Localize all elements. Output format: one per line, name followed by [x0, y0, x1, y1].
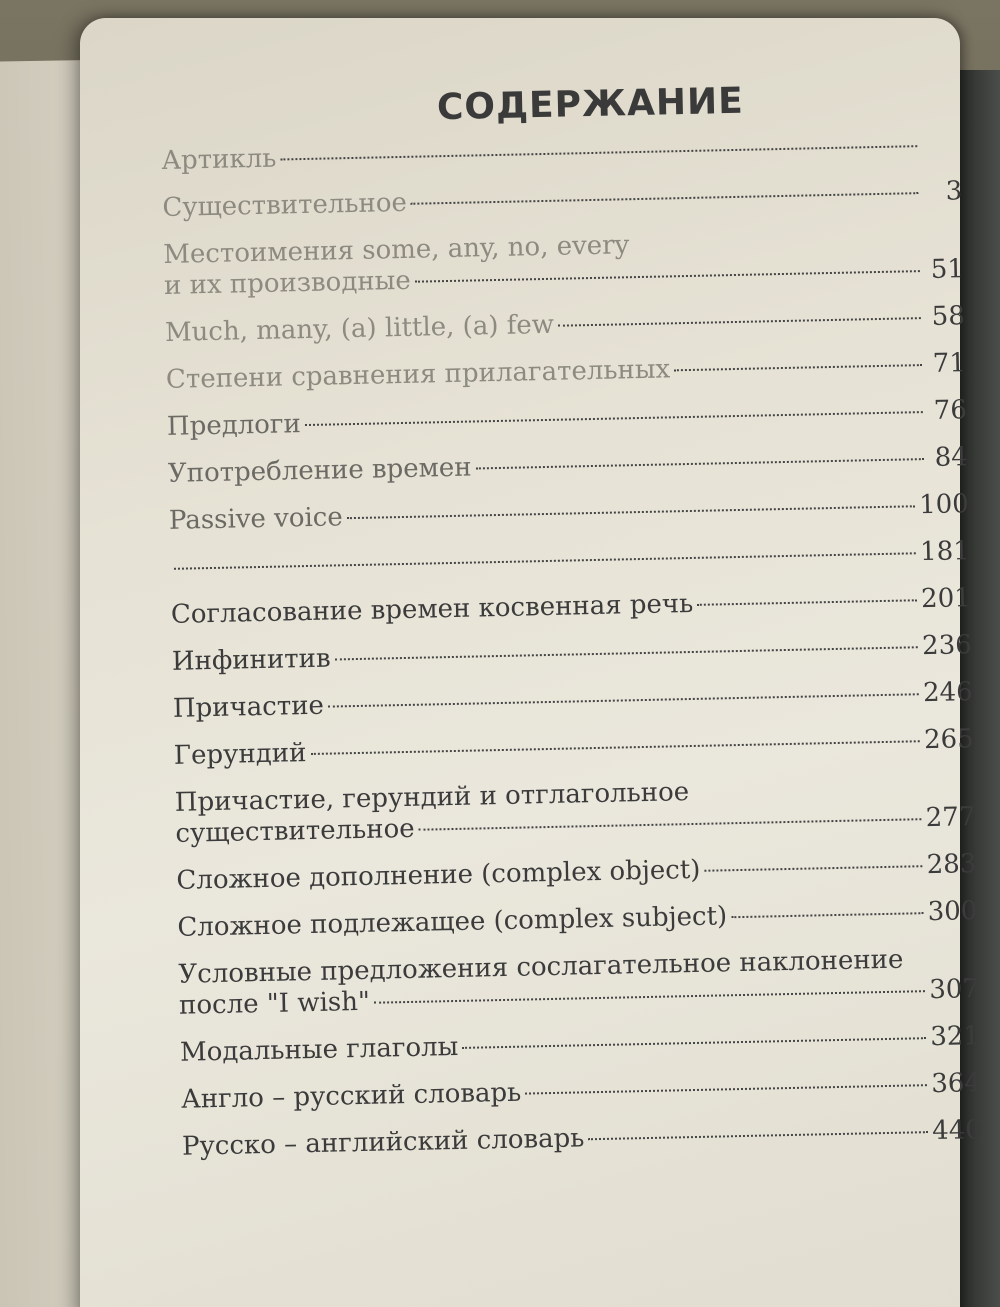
- toc-entry-title: существительное: [175, 813, 415, 849]
- toc-entry-page: 300: [927, 896, 978, 928]
- dot-leader: [697, 599, 917, 606]
- toc-entry-title: Артикль: [161, 143, 277, 176]
- toc-entry-title: Герундий: [173, 738, 307, 771]
- toc-entry: [178, 943, 979, 1022]
- toc-entry-page: 283: [926, 849, 977, 881]
- dot-leader: [347, 505, 915, 519]
- toc-entry-page: 3: [945, 176, 963, 207]
- toc-entry-page: 58: [931, 301, 966, 332]
- toc-entry: [174, 724, 974, 772]
- toc-entry-page: 181: [919, 536, 971, 568]
- toc-entry: [163, 223, 964, 302]
- book-page: [80, 18, 983, 1307]
- dot-leader: [419, 818, 922, 831]
- toc-entry-title: Сложное подлежащее (complex subject): [177, 901, 728, 943]
- toc-entry: [170, 536, 970, 584]
- toc-entry: [161, 129, 961, 177]
- toc-entry: [182, 1115, 982, 1163]
- toc-entry-page: [921, 152, 961, 153]
- toc-entry-page: 51: [930, 254, 965, 285]
- toc-entry: [165, 301, 965, 349]
- toc-entry-title: Модальные глаголы: [179, 1031, 459, 1068]
- dot-leader: [411, 192, 918, 205]
- dot-leader: [731, 912, 924, 918]
- toc-entry-page: 71: [932, 348, 967, 379]
- toc-entry: [169, 489, 969, 537]
- toc-entry-page: 246: [922, 677, 974, 709]
- toc-entry-title: Согласование времен косвенная речь: [170, 588, 694, 630]
- toc-entry-title: Употребление времен: [167, 452, 472, 489]
- toc-entry-title: Русско – английский словарь: [181, 1123, 585, 1162]
- toc-entry-first-line: Местоимения some, any, no, every: [163, 230, 630, 270]
- dot-leader: [525, 1084, 927, 1094]
- toc-entry: [172, 630, 972, 678]
- dot-leader: [704, 865, 922, 872]
- toc-entry: [181, 1068, 981, 1116]
- toc-entry-page: 440: [931, 1115, 983, 1147]
- toc-entry-page: 307: [929, 974, 980, 1006]
- toc-entry-title: Причастие: [172, 690, 325, 724]
- dot-leader: [558, 317, 921, 327]
- toc-entry: [162, 176, 962, 224]
- toc-entry-first-line: Причастие, герундий и отглагольное: [174, 777, 690, 818]
- toc-list: [161, 129, 982, 1163]
- toc-entry: [171, 583, 971, 631]
- toc-entry: [180, 1021, 980, 1069]
- toc-entry-title: и их производные: [163, 265, 412, 301]
- toc-entry-page: 100: [918, 489, 970, 521]
- toc-entry-page: 265: [923, 724, 975, 756]
- toc-entry-title: Предлоги: [166, 409, 302, 442]
- dot-leader: [328, 693, 919, 707]
- dot-leader: [280, 145, 917, 160]
- toc-entry-page: 364: [930, 1068, 982, 1100]
- toc-entry-title: после "I wish": [178, 986, 371, 1021]
- toc-entry: [166, 348, 966, 396]
- toc-entry-title: Сложное дополнение (complex object): [176, 854, 701, 896]
- toc-entry: [177, 896, 977, 944]
- toc-entry-page: 76: [933, 395, 968, 426]
- dot-leader: [462, 1037, 926, 1049]
- toc-entry-page: 277: [925, 802, 976, 834]
- toc-entry-page: 84: [934, 442, 969, 473]
- toc-entry-page: 201: [920, 583, 972, 615]
- toc-entry-title: Степени сравнения прилагательных: [165, 354, 671, 395]
- toc-entry-title: Англо – русский словарь: [180, 1077, 522, 1115]
- toc-entry: [176, 849, 976, 897]
- toc-entry-title: Существительное: [162, 187, 408, 223]
- toc-entry-title: Much, many, (a) little, (a) few: [164, 309, 555, 348]
- dot-leader: [588, 1131, 928, 1140]
- toc-entry-first-line: Условные предложения сослагательное наклонение: [178, 944, 904, 990]
- page-title: СОДЕРЖАНИЕ: [436, 80, 745, 129]
- toc-entry: [173, 677, 973, 725]
- dot-leader: [415, 270, 920, 283]
- dot-leader: [305, 411, 923, 426]
- dot-leader: [476, 458, 924, 469]
- dot-leader: [310, 740, 920, 755]
- toc-entry: [168, 442, 968, 490]
- dot-leader: [335, 646, 919, 660]
- toc-entry: [167, 395, 967, 443]
- dot-leader: [374, 990, 925, 1004]
- table-of-contents: [160, 76, 983, 1179]
- toc-entry-page: 321: [929, 1021, 981, 1053]
- dot-leader: [174, 552, 916, 570]
- toc-entry-title: Passive voice: [168, 502, 344, 536]
- toc-entry-page: 236: [921, 630, 973, 662]
- toc-entry-title: Инфинитив: [171, 643, 331, 677]
- toc-entry: [175, 771, 976, 850]
- dot-leader: [674, 364, 922, 371]
